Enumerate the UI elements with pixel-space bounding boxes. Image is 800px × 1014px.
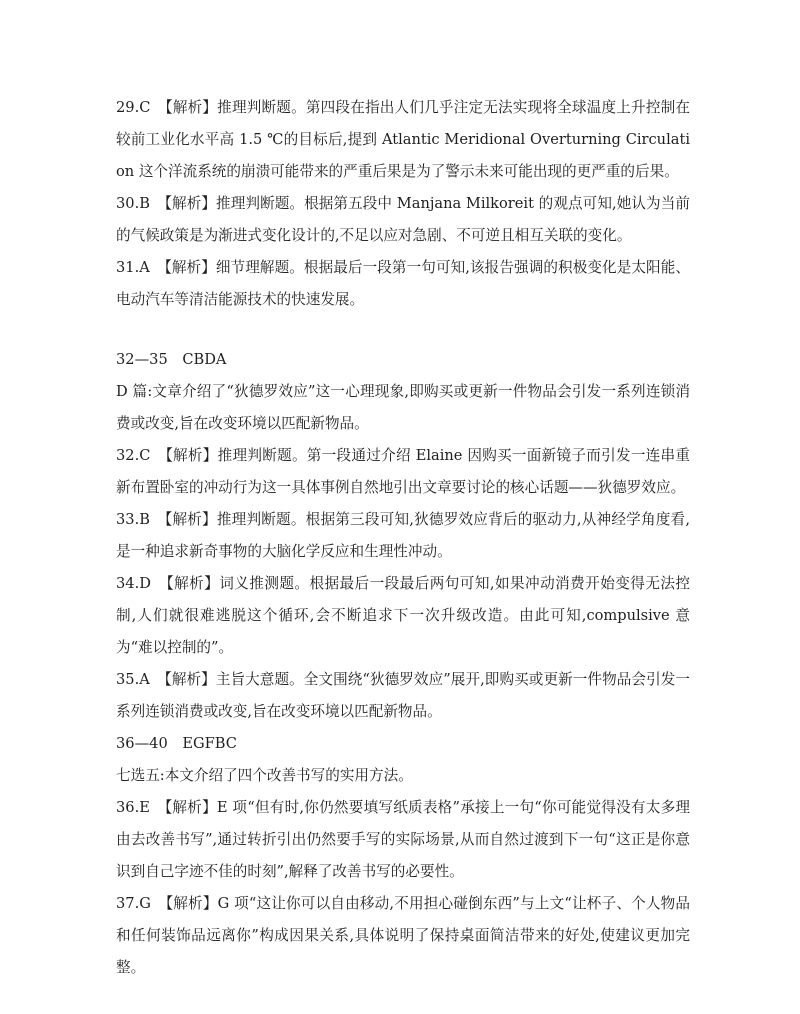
seven-choose-five-summary: 七选五:本文介绍了四个改善书写的实用方法。 <box>116 767 413 784</box>
answer-explanations <box>116 92 690 984</box>
blank-line <box>116 316 690 344</box>
explanation-33: 33.B 【解析】推理判断题。根据第三段可知,狄德罗效应背后的驱动力,从神经学角度看,是一种追求新奇事物的大脑化学反应和生理性冲动。 <box>116 511 690 560</box>
explanation-36: 36.E 【解析】E 项“但有时,你仍然要填写纸质表格”承接上一句“你可能觉得没有太多理由去改善书写”,通过转折引出仍然要手写的实际场景,从而自然过渡到下一句“这正是你意识到自己字迹不佳的时刻”,解释了改善书写的必要性。 <box>116 799 690 880</box>
answers-36-40: 36—40 EGFBC <box>116 735 237 752</box>
explanation-31: 31.A 【解析】细节理解题。根据最后一段第一句可知,该报告强调的积极变化是太阳能、电动汽车等清洁能源技术的快速发展。 <box>116 259 690 308</box>
explanation-32: 32.C 【解析】推理判断题。第一段通过介绍 Elaine 因购买一面新镜子而引发一连串重新布置卧室的冲动行为这一具体事例自然地引出文章要讨论的核心话题——狄德罗效应。 <box>116 447 690 496</box>
passage-d-summary: D 篇:文章介绍了“狄德罗效应”这一心理现象,即购买或更新一件物品会引发一系列连锁消费或改变,旨在改变环境以匹配新物品。 <box>116 383 690 432</box>
explanation-29: 29.C 【解析】推理判断题。第四段在指出人们几乎注定无法实现将全球温度上升控制在较前工业化水平高 1.5 ℃的目标后,提到 Atlantic Meridional Overturning Circulation 这个洋流系统的崩溃可能带来的严重后果是为了警示未来可能出现的更严重的后果。 <box>116 99 690 180</box>
answers-32-35: 32—35 CBDA <box>116 351 227 368</box>
explanation-37: 37.G 【解析】G 项“这让你可以自由移动,不用担心碰倒东西”与上文“让杯子、个人物品和任何装饰品远离你”构成因果关系,具体说明了保持桌面简洁带来的好处,使建议更加完整。 <box>116 895 690 976</box>
explanation-34: 34.D 【解析】词义推测题。根据最后一段最后两句可知,如果冲动消费开始变得无法控制,人们就很难逃脱这个循环,会不断追求下一次升级改造。由此可知,compulsive 意为“难以控制的”。 <box>116 575 690 656</box>
explanation-30: 30.B 【解析】推理判断题。根据第五段中 Manjana Milkoreit 的观点可知,她认为当前的气候政策是为渐进式变化设计的,不足以应对急剧、不可逆且相互关联的变化。 <box>116 195 690 244</box>
explanation-35: 35.A 【解析】主旨大意题。全文围绕“狄德罗效应”展开,即购买或更新一件物品会引发一系列连锁消费或改变,旨在改变环境以匹配新物品。 <box>116 671 690 720</box>
